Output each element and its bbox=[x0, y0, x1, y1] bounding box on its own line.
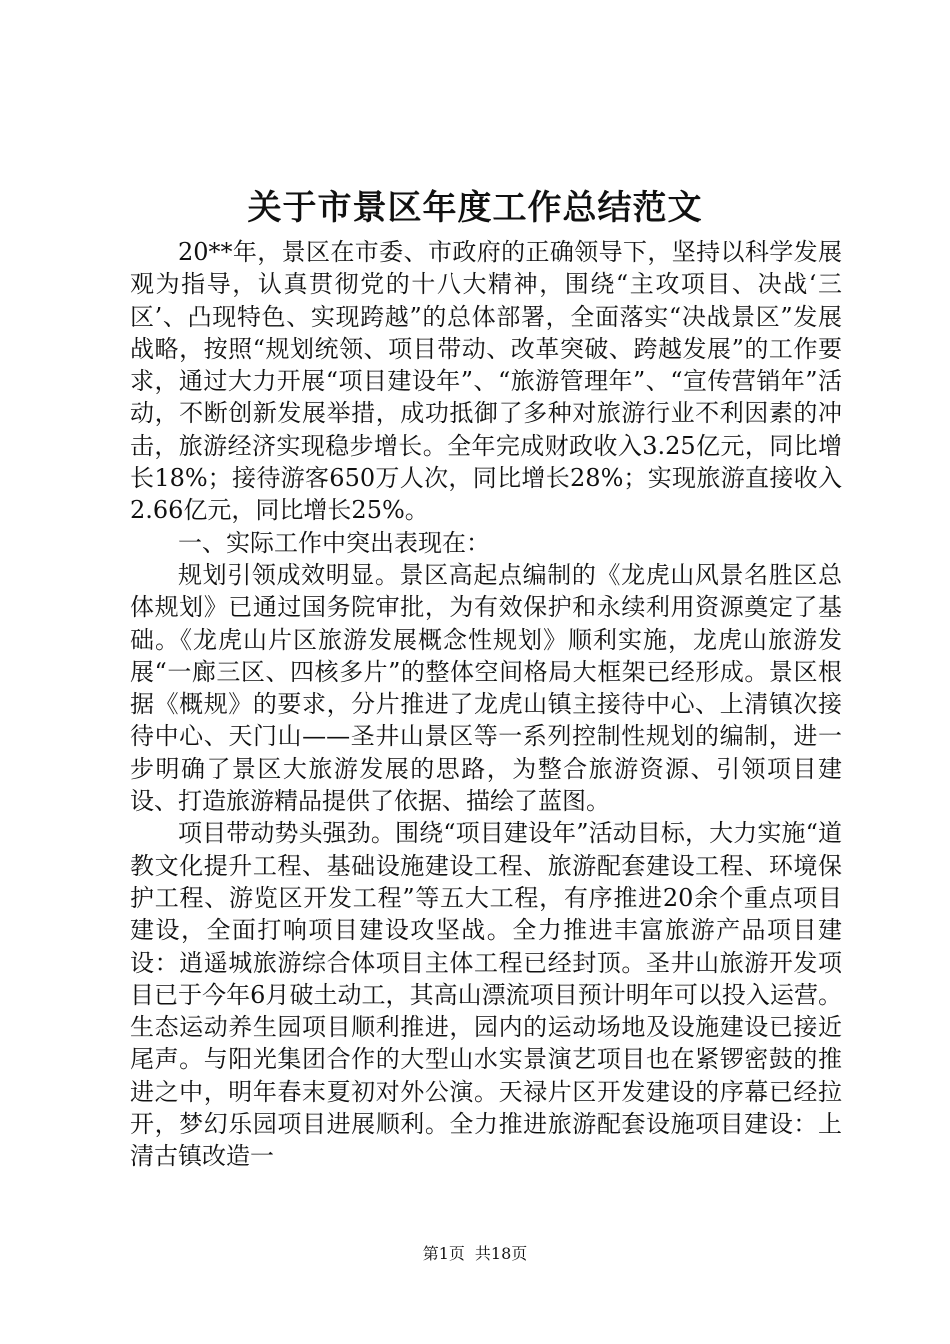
paragraph-intro: 20**年，景区在市委、市政府的正确领导下，坚持以科学发展观为指导，认真贯彻党的十八大精神，围绕“主攻项目、决战‘三区’、凸现特色、实现跨越”的总体部署，全面落实“决战景区”发展战略，按照“规划统领、项目带动、改革突破、跨越发展”的工作要求，通过大力开展“项目建设年”、“旅游管理年”、“宣传营销年”活动，不断创新发展举措，成功抵御了多种对旅游行业不利因素的冲击，旅游经济实现稳步增长。全年完成财政收入3.25亿元，同比增长18%；接待游客650万人次，同比增长28%；实现旅游直接收入2.66亿元，同比增长25%。 bbox=[130, 238, 842, 525]
section-heading: 一、实际工作中突出表现在： bbox=[178, 528, 490, 557]
page-number-current: 第1页 bbox=[422, 1244, 465, 1263]
page-number-total: 共18页 bbox=[474, 1244, 528, 1263]
document-body bbox=[130, 236, 842, 1173]
paragraph-planning: 规划引领成效明显。景区高起点编制的《龙虎山风景名胜区总体规划》已通过国务院审批，为有效保护和永续利用资源奠定了基础。《龙虎山片区旅游发展概念性规划》顺利实施，龙虎山旅游发展“一廊三区、四核多片”的整体空间格局大框架已经形成。景区根据《概规》的要求，分片推进了龙虎山镇主接待中心、上清镇次接待中心、天门山——圣井山景区等一系列控制性规划的编制，进一步明确了景区大旅游发展的思路，为整合旅游资源、引领项目建设、打造旅游精品提供了依据、描绘了蓝图。 bbox=[130, 560, 842, 816]
paragraph-projects: 项目带动势头强劲。围绕“项目建设年”活动目标，大力实施“道教文化提升工程、基础设施建设工程、旅游配套建设工程、环境保护工程、游览区开发工程”等五大工程，有序推进20余个重点项目建设，全面打响项目建设攻坚战。全力推进丰富旅游产品项目建设：逍遥城旅游综合体项目主体工程已经封顶。圣井山旅游开发项目已于今年6月破土动工，其高山漂流项目预计明年可以投入运营。生态运动养生园项目顺利推进，园内的运动场地及设施建设已接近尾声。与阳光集团合作的大型山水实景演艺项目也在紧锣密鼓的推进之中，明年春末夏初对外公演。天禄片区开发建设的序幕已经拉开，梦幻乐园项目进展顺利。全力推进旅游配套设施项目建设：上清古镇改造一 bbox=[130, 819, 842, 1171]
document-title: 关于市景区年度工作总结范文 bbox=[247, 188, 703, 228]
page-footer bbox=[0, 1242, 950, 1266]
